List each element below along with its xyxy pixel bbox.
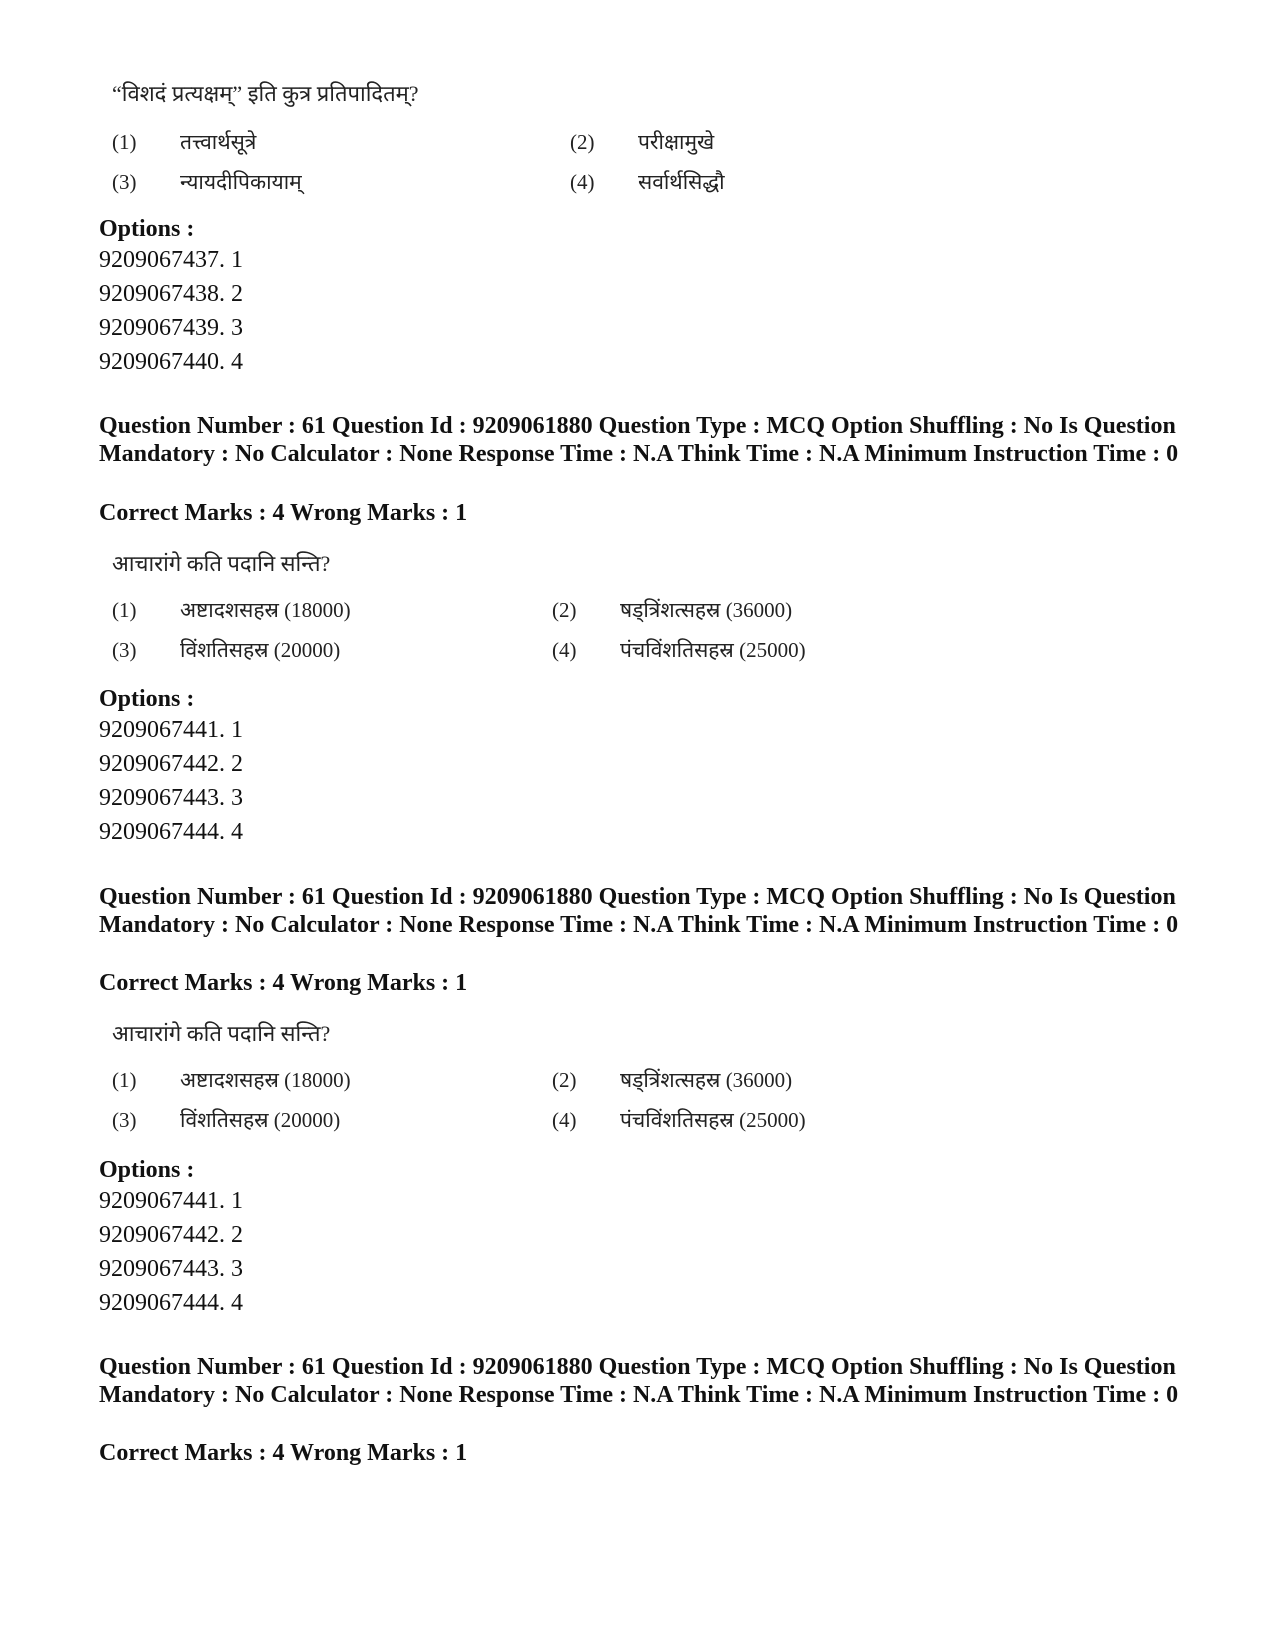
option-number: (2) [552,598,577,622]
option-text: परीक्षामुखे [638,130,715,154]
option-id: 9209067442. 2 [99,1222,243,1248]
question-image-q61a [108,548,868,668]
question-stem: आचारांगे कति पदानि सन्ति? [112,1021,331,1046]
option-id: 9209067442. 2 [99,751,243,777]
option-3 [112,636,340,664]
option-id: 9209067444. 4 [99,1290,243,1316]
question-image-q61b [108,1018,868,1138]
option-number: (1) [112,598,137,622]
question-marks: Correct Marks : 4 Wrong Marks : 1 [99,970,468,996]
question-image-q60 [108,78,868,198]
option-2 [552,596,792,624]
option-id: 9209067441. 1 [99,717,243,743]
option-text: अष्टादशसहस्र (18000) [180,598,351,622]
option-2 [570,128,714,156]
question-marks: Correct Marks : 4 Wrong Marks : 1 [99,1440,468,1466]
option-number: (4) [552,1108,577,1132]
option-3 [112,1106,340,1134]
option-1 [112,1066,351,1094]
question-meta: Question Number : 61 Question Id : 9209061880 Question Type : MCQ Option Shuffling : No Is Question Mandatory : No Calculator : None Response Time : N.A Think Time : N.A Minimum Instruction Time : 0 [99,884,1179,938]
option-id: 9209067441. 1 [99,1188,243,1214]
options-label: Options : [99,686,195,712]
option-number: (3) [112,638,137,662]
option-3 [112,168,302,196]
option-number: (3) [112,170,137,194]
question-meta: Question Number : 61 Question Id : 9209061880 Question Type : MCQ Option Shuffling : No Is Question Mandatory : No Calculator : None Response Time : N.A Think Time : N.A Minimum Instruction Time : 0 [99,413,1179,467]
option-1 [112,128,256,156]
question-stem: “विशदं प्रत्यक्षम्” इति कुत्र प्रतिपादितम्? [112,81,419,106]
option-1 [112,596,351,624]
option-text: विंशतिसहस्र (20000) [180,1108,341,1132]
options-label: Options : [99,1157,195,1183]
options-list-q61b [99,1157,243,1320]
option-4 [552,636,806,664]
option-text: षड्त्रिंशत्सहस्र (36000) [620,1068,793,1092]
option-id: 9209067438. 2 [99,281,243,307]
option-id: 9209067443. 3 [99,1256,243,1282]
question-meta: Question Number : 61 Question Id : 9209061880 Question Type : MCQ Option Shuffling : No Is Question Mandatory : No Calculator : None Response Time : N.A Think Time : N.A Minimum Instruction Time : 0 [99,1354,1179,1408]
options-list-q60 [99,216,243,379]
option-2 [552,1066,792,1094]
option-text: षड्त्रिंशत्सहस्र (36000) [620,598,793,622]
option-text: पंचविंशतिसहस्र (25000) [620,638,806,662]
option-number: (2) [552,1068,577,1092]
option-text: पंचविंशतिसहस्र (25000) [620,1108,806,1132]
option-number: (4) [552,638,577,662]
option-4 [552,1106,806,1134]
option-id: 9209067440. 4 [99,349,243,375]
option-4 [570,168,725,196]
option-number: (4) [570,170,595,194]
options-list-q61a [99,686,243,849]
options-label: Options : [99,216,195,242]
option-id: 9209067439. 3 [99,315,243,341]
question-stem: आचारांगे कति पदानि सन्ति? [112,551,331,576]
option-number: (1) [112,130,137,154]
option-text: तत्त्वार्थसूत्रे [180,130,257,154]
option-text: न्यायदीपिकायाम् [180,170,302,194]
option-id: 9209067444. 4 [99,819,243,845]
option-id: 9209067443. 3 [99,785,243,811]
option-number: (1) [112,1068,137,1092]
option-text: विंशतिसहस्र (20000) [180,638,341,662]
option-text: अष्टादशसहस्र (18000) [180,1068,351,1092]
option-id: 9209067437. 1 [99,247,243,273]
question-marks: Correct Marks : 4 Wrong Marks : 1 [99,500,468,526]
option-number: (2) [570,130,595,154]
option-text: सर्वार्थसिद्धौ [638,170,725,194]
option-number: (3) [112,1108,137,1132]
